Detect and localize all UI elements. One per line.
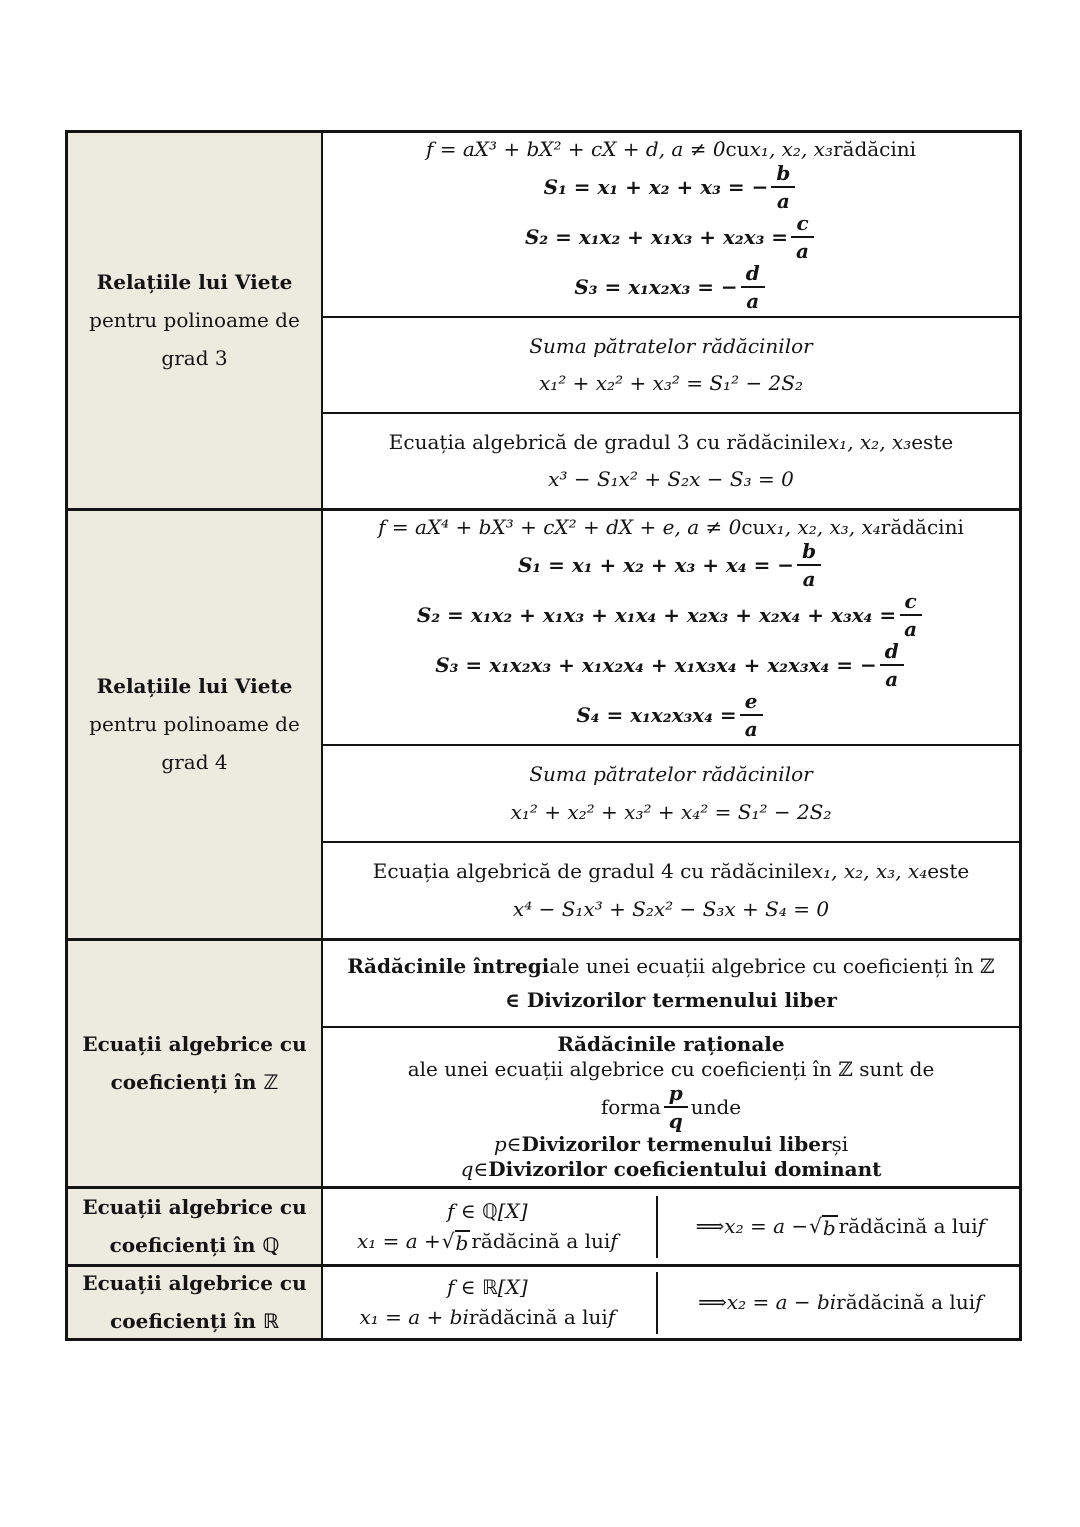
formula-run: x₂ = a − xyxy=(724,1214,809,1238)
formula-run: S₂ = x₁x₂ + x₁x₃ + x₂x₃ = xyxy=(524,224,789,249)
formula-run: f ∈ ℚ[X] xyxy=(447,1199,528,1223)
formula-run: f xyxy=(607,1305,616,1329)
cell-conjugate-complex-root xyxy=(323,1267,1019,1338)
formula-s2-grad3 xyxy=(525,212,817,262)
formula-run: ale unei ecuații algebrice cu coeficienți în ℤ xyxy=(549,954,995,978)
hypothesis-root-x1 xyxy=(359,1305,615,1330)
formula-run: este xyxy=(927,859,970,884)
content-coefficients-q xyxy=(323,1189,1019,1264)
cell-conjugate-sqrt-root xyxy=(323,1189,1019,1264)
label-line2: coeficienți în ℤ xyxy=(110,1070,279,1094)
formula-run: Suma pătratelor rădăcinilor xyxy=(529,334,813,358)
formula-run: q xyxy=(460,1157,474,1181)
equation-text-grad3 xyxy=(389,430,953,455)
formula-run: x₁, x₂, x₃, x₄ xyxy=(765,515,881,539)
formula-run: f xyxy=(610,1229,618,1253)
formula-run: S₁ = x₁ + x₂ + x₃ + x₄ = − xyxy=(517,552,795,577)
formula-run: rădăcină a lui xyxy=(836,1290,976,1314)
label-title: Relațiile lui Viete xyxy=(96,270,293,294)
formula-run: și xyxy=(831,1132,849,1156)
sum-squares-title-grad4 xyxy=(529,762,812,787)
formula-run: ∈ Divizorilor termenului liber xyxy=(505,988,837,1012)
cell-equation-grad3 xyxy=(323,412,1019,508)
formula-s2-grad4 xyxy=(417,590,925,640)
fraction: $\frac{c}{a}$ xyxy=(899,590,922,640)
row-coefficients-z xyxy=(68,938,1019,1186)
equation-formula-grad3 xyxy=(548,467,794,492)
label-cell-coefficients-z xyxy=(68,941,323,1186)
formula-run: x₁ = a + bi xyxy=(359,1305,469,1329)
formula-run: rădăcini xyxy=(880,515,964,539)
formula-run: Ecuația algebrică de gradul 3 cu rădăcinile xyxy=(388,430,828,454)
rational-roots-q-condition xyxy=(461,1157,882,1182)
formula-run: ale unei ecuații algebrice cu coeficienți în ℤ sunt de xyxy=(407,1057,935,1081)
formula-run: cu xyxy=(725,137,750,161)
cell-rational-roots xyxy=(323,1026,1019,1186)
row-coefficients-r xyxy=(68,1264,1019,1338)
formula-run: Divizorilor termenului liber xyxy=(521,1132,832,1156)
label-cell-viete-grad4 xyxy=(68,511,323,938)
row-viete-grad3 xyxy=(68,133,1019,508)
formula-run: Suma pătratelor rădăcinilor xyxy=(529,762,813,787)
formula-run: ⟹ xyxy=(698,1290,727,1314)
formula-run: unde xyxy=(690,1094,742,1119)
integer-roots-membership xyxy=(505,988,837,1013)
hypothesis-f-in-r xyxy=(447,1275,528,1300)
hypothesis-root-x1 xyxy=(357,1229,618,1254)
sum-squares-title-grad3 xyxy=(529,334,812,359)
formula-run: S₁ = x₁ + x₂ + x₃ = − xyxy=(543,174,769,199)
sum-squares-formula-grad4 xyxy=(511,800,832,825)
conclusion-divider-bar xyxy=(656,1196,658,1258)
formula-run: Ecuația algebrică de gradul 4 cu rădăcinile xyxy=(372,859,812,884)
formula-run: x₂ = a − bi xyxy=(726,1290,837,1314)
formula-run: f xyxy=(975,1290,983,1314)
conclusion-root-x2 xyxy=(698,1290,982,1315)
formula-run: S₂ = x₁x₂ + x₁x₃ + x₁x₄ + x₂x₃ + x₂x₄ + x₃x₄ = xyxy=(416,602,897,627)
equation-text-grad4 xyxy=(373,859,969,884)
formula-run: ∈ xyxy=(506,1132,522,1156)
cell-sum-of-squares-grad3 xyxy=(323,316,1019,412)
formula-run: x₁, x₂, x₃, x₄ xyxy=(811,859,928,884)
viete-relations-table xyxy=(65,130,1022,1341)
rational-roots-statement xyxy=(331,1032,1011,1082)
formula-run: ⟹ xyxy=(695,1214,725,1238)
label-subtitle: pentru polinoame de xyxy=(89,308,300,332)
row-viete-grad4 xyxy=(68,508,1019,938)
formula-run: x₁, x₂, x₃ xyxy=(827,430,912,454)
formula-run: f = aX³ + bX² + cX + d, a ≠ 0 xyxy=(425,137,726,161)
formula-s1-grad3 xyxy=(544,162,799,212)
formula-polynomial-grad3 xyxy=(426,137,916,162)
formula-s4-grad4 xyxy=(576,690,765,740)
formula-s1-grad4 xyxy=(518,540,824,590)
formula-run: rădăcini xyxy=(832,137,917,161)
formula-run: este xyxy=(911,430,954,454)
label-cell-coefficients-r xyxy=(68,1267,323,1338)
label-line1: Ecuații algebrice cu xyxy=(82,1195,307,1219)
formula-run: S₃ = x₁x₂x₃ + x₁x₂x₄ + x₁x₃x₄ + x₂x₃x₄ = − xyxy=(435,652,877,677)
label-degree: grad 3 xyxy=(161,346,228,370)
formula-run: rădăcină a lui xyxy=(471,1229,611,1253)
formula-run: S₃ = x₁x₂x₃ = − xyxy=(574,274,738,299)
integer-roots-statement xyxy=(347,954,994,979)
cell-sum-of-squares-grad4 xyxy=(323,744,1019,841)
fraction: $\frac{d}{a}$ xyxy=(741,262,765,312)
formula-run: cu xyxy=(741,515,766,539)
fraction: $\frac{e}{a}$ xyxy=(740,690,763,740)
label-title: Relațiile lui Viete xyxy=(96,674,293,698)
label-line1: Ecuații algebrice cu xyxy=(82,1032,307,1056)
formula-run: forma xyxy=(600,1094,661,1119)
conclusion-root-x2 xyxy=(696,1214,985,1239)
formula-s3-grad3 xyxy=(574,262,767,312)
hypothesis-stack xyxy=(359,1275,615,1330)
content-viete-grad4 xyxy=(323,511,1019,938)
equation-formula-grad4 xyxy=(513,897,829,922)
formula-run: x₁² + x₂² + x₃² = S₁² − 2S₂ xyxy=(538,371,803,395)
formula-run: p xyxy=(493,1132,507,1156)
fraction: $\frac{b}{a}$ xyxy=(771,162,795,212)
formula-polynomial-grad4 xyxy=(378,515,964,540)
formula-run: x₁² + x₂² + x₃² + x₄² = S₁² − 2S₂ xyxy=(510,799,832,824)
formula-run: f ∈ ℝ[X] xyxy=(447,1275,528,1299)
fraction: $\frac{b}{a}$ xyxy=(797,540,821,590)
label-cell-coefficients-q xyxy=(68,1189,323,1264)
content-coefficients-z xyxy=(323,941,1019,1186)
square-root: √ b xyxy=(809,1213,836,1240)
fraction: $\frac{d}{a}$ xyxy=(880,640,904,690)
formula-s3-grad4 xyxy=(435,640,907,690)
content-coefficients-r xyxy=(323,1267,1019,1338)
formula-run: x³ − S₁x² + S₂x − S₃ = 0 xyxy=(548,467,794,491)
label-subtitle: pentru polinoame de xyxy=(89,712,300,736)
label-degree: grad 4 xyxy=(161,750,228,774)
fraction: $\frac{c}{a}$ xyxy=(791,212,814,262)
label-line1: Ecuații algebrice cu xyxy=(82,1271,307,1295)
cell-viete3-sums xyxy=(323,133,1019,316)
conclusion-divider-bar xyxy=(656,1272,658,1334)
formula-run: rădăcină a lui xyxy=(468,1305,608,1329)
rational-roots-form xyxy=(601,1082,741,1132)
formula-run: f = aX⁴ + bX³ + cX² + dX + e, a ≠ 0 xyxy=(378,515,742,539)
label-cell-viete-grad3 xyxy=(68,133,323,508)
rational-roots-p-condition xyxy=(494,1132,848,1157)
label-line2: coeficienți în ℚ xyxy=(109,1233,280,1257)
cell-equation-grad4 xyxy=(323,841,1019,938)
row-coefficients-q xyxy=(68,1186,1019,1264)
formula-run: x₁, x₂, x₃ xyxy=(749,137,833,161)
formula-run: Rădăcinile raționale xyxy=(557,1032,785,1056)
content-viete-grad3 xyxy=(323,133,1019,508)
sum-squares-formula-grad3 xyxy=(539,371,803,396)
formula-run: Divizorilor coeficientului dominant xyxy=(488,1157,882,1181)
formula-run: f xyxy=(977,1214,986,1238)
formula-run: S₄ = x₁x₂x₃x₄ = xyxy=(576,702,737,727)
hypothesis-f-in-q xyxy=(447,1199,528,1224)
formula-run: x⁴ − S₁x³ + S₂x² − S₃x + S₄ = 0 xyxy=(512,896,830,921)
label-line2: coeficienți în ℝ xyxy=(110,1309,279,1333)
cell-integer-roots xyxy=(323,941,1019,1026)
formula-run: rădăcină a lui xyxy=(838,1214,978,1238)
formula-run: ∈ xyxy=(473,1157,489,1181)
hypothesis-stack xyxy=(357,1199,618,1254)
square-root: √ b xyxy=(441,1228,469,1255)
formula-run: x₁ = a + xyxy=(356,1229,441,1253)
fraction: $\frac{p}{q}$ xyxy=(664,1082,688,1132)
formula-run: Rădăcinile întregi xyxy=(347,954,550,978)
cell-viete4-sums xyxy=(323,511,1019,744)
